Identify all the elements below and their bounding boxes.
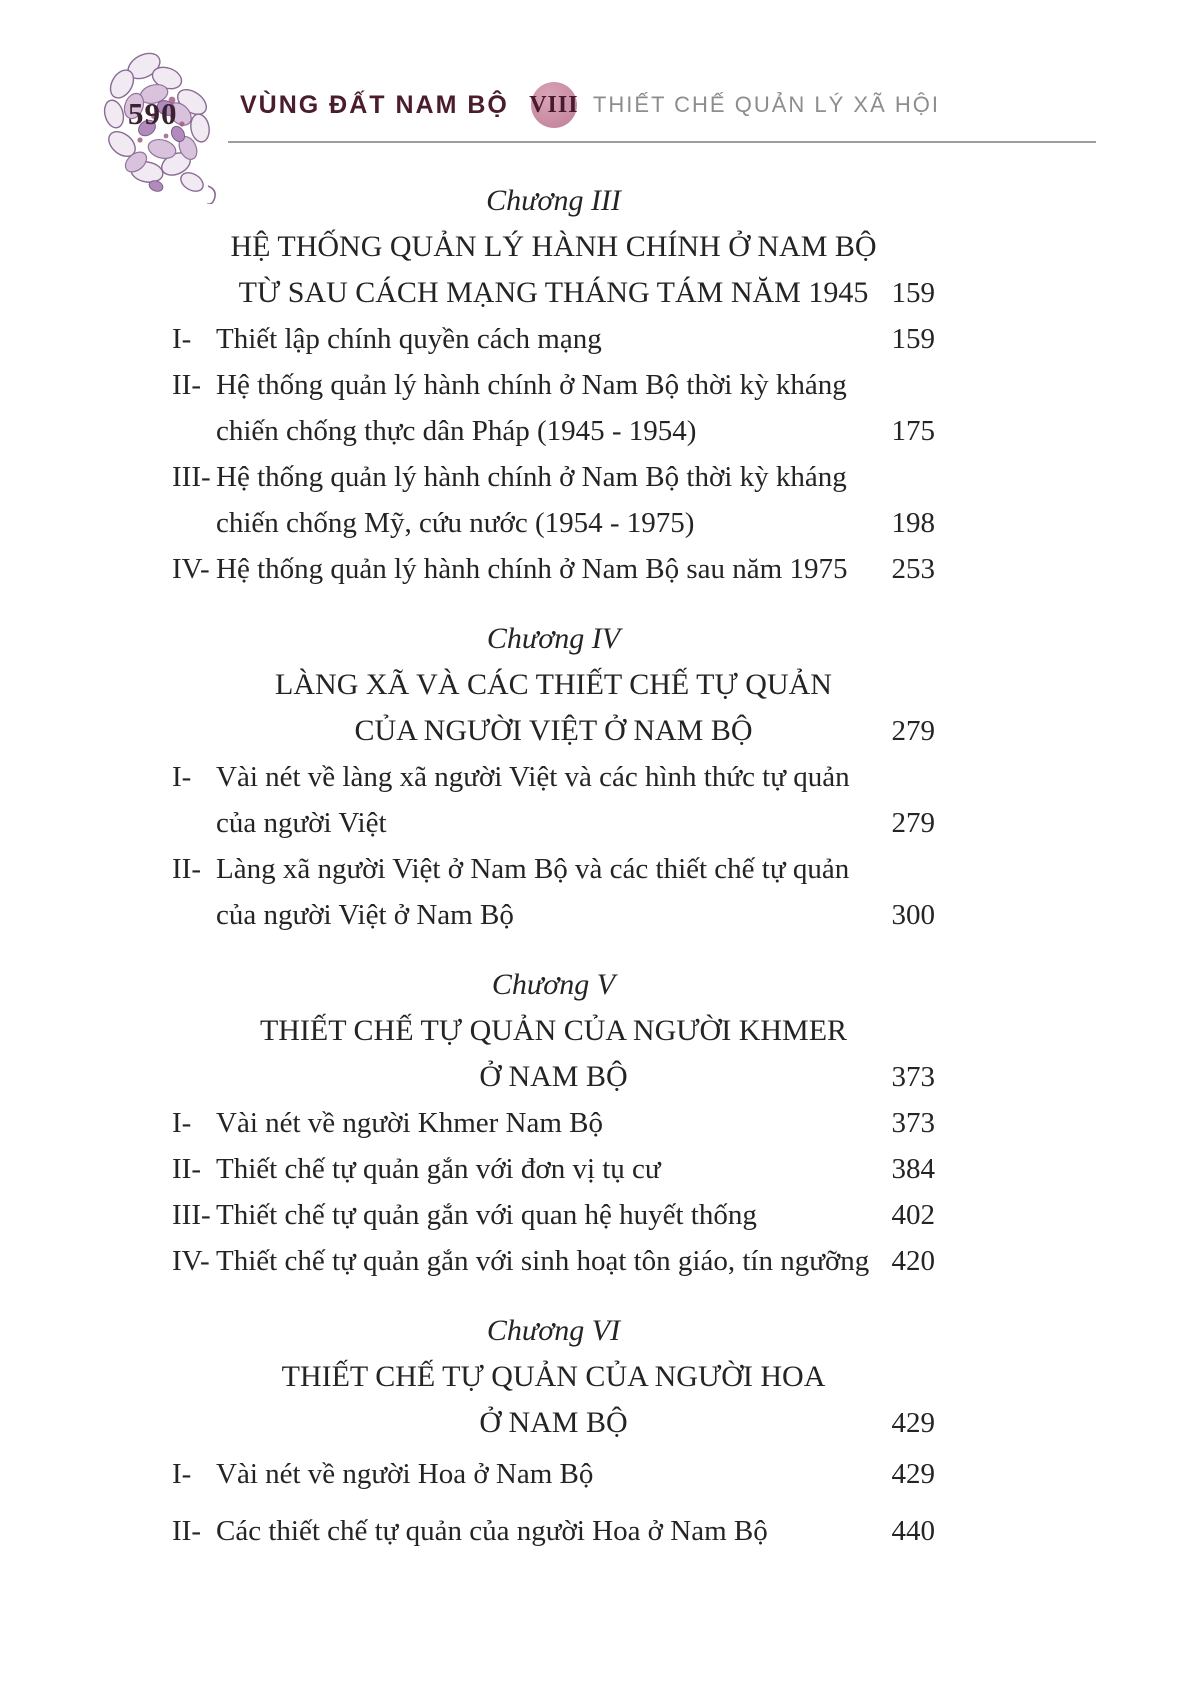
page-ref: 429 xyxy=(891,1458,935,1490)
chapter-title-text: THIẾT CHẾ TỰ QUẢN CỦA NGƯỜI KHMER xyxy=(259,1014,848,1047)
entry-text: chiến chống Mỹ, cứu nước (1954 - 1975) xyxy=(216,507,695,539)
entry-text: Thiết chế tự quản gắn với sinh hoạt tôn giáo, tín ngưỡng xyxy=(216,1245,869,1277)
entry-text: của người Việt ở Nam Bộ xyxy=(216,899,514,931)
page-ref: 420 xyxy=(891,1245,935,1277)
page-ref: 159 xyxy=(891,277,935,309)
chapter-title-row xyxy=(172,1054,935,1100)
page-ref: 373 xyxy=(891,1061,935,1093)
page-ref: 429 xyxy=(891,1407,935,1439)
entry-text: Vài nét về người Hoa ở Nam Bộ xyxy=(216,1458,594,1490)
volume-subtitle: THIẾT CHẾ QUẢN LÝ XÃ HỘI xyxy=(592,92,940,117)
page-ref: 279 xyxy=(891,715,935,747)
chapter-title-text: CỦA NGƯỜI VIỆT Ở NAM BỘ xyxy=(354,714,753,747)
entry-numeral: III- xyxy=(172,461,211,493)
toc-entry-line xyxy=(172,800,935,846)
volume-number: VIII xyxy=(529,91,579,118)
entry-text: Vài nét về làng xã người Việt và các hình thức tự quản xyxy=(216,761,850,793)
chapter-title-row xyxy=(172,1400,935,1446)
toc-entry-line xyxy=(172,1100,935,1146)
page-number: 590 xyxy=(128,96,178,131)
chapter-label: Chương III xyxy=(486,184,621,217)
page-ref: 175 xyxy=(891,415,935,447)
entry-text: Làng xã người Việt ở Nam Bộ và các thiết chế tự quản xyxy=(216,853,850,885)
entry-numeral xyxy=(172,892,216,938)
entry-text: Thiết chế tự quản gắn với quan hệ huyết thống xyxy=(216,1199,757,1231)
entry-text: Hệ thống quản lý hành chính ở Nam Bộ thời kỳ kháng xyxy=(216,369,847,401)
entry-numeral xyxy=(172,408,216,454)
toc-entry-line xyxy=(172,892,935,938)
entry-text: Vài nét về người Khmer Nam Bộ xyxy=(216,1107,604,1139)
entry-numeral: III- xyxy=(172,1199,211,1231)
entry-text: Các thiết chế tự quản của người Hoa ở Nam Bộ xyxy=(216,1515,768,1547)
page-ref: 159 xyxy=(891,323,935,355)
page-ref: 440 xyxy=(891,1515,935,1547)
page-ref: 253 xyxy=(891,553,935,585)
header-rule xyxy=(228,141,1096,143)
book-title: VÙNG ĐẤT NAM BỘ xyxy=(240,90,509,119)
toc-section xyxy=(172,962,935,1284)
toc-entry-line xyxy=(172,408,935,454)
toc-entry-line xyxy=(172,1238,935,1284)
toc-entry-line xyxy=(172,1446,935,1503)
chapter-title-row xyxy=(172,1354,935,1400)
toc-entry-line xyxy=(172,1192,935,1238)
running-head xyxy=(240,82,940,128)
toc-entry-line xyxy=(172,754,935,800)
entry-numeral: I- xyxy=(172,323,192,355)
chapter-title-row xyxy=(172,662,935,708)
chapter-title-row xyxy=(172,224,935,270)
entry-numeral: I- xyxy=(172,761,192,793)
toc-section xyxy=(172,178,935,592)
entry-numeral xyxy=(172,800,216,846)
page-ref: 384 xyxy=(891,1153,935,1185)
entry-text: Hệ thống quản lý hành chính ở Nam Bộ thời kỳ kháng xyxy=(216,461,847,493)
entry-numeral: IV- xyxy=(172,553,210,585)
toc-entry-line xyxy=(172,846,935,892)
chapter-title-row xyxy=(172,270,935,316)
toc-section xyxy=(172,1308,935,1560)
chapter-title-text: LÀNG XÃ VÀ CÁC THIẾT CHẾ TỰ QUẢN xyxy=(275,668,832,701)
entry-text: của người Việt xyxy=(216,807,387,839)
entry-text: Thiết lập chính quyền cách mạng xyxy=(216,323,602,355)
chapter-label: Chương IV xyxy=(486,622,621,655)
entry-text: Thiết chế tự quản gắn với đơn vị tụ cư xyxy=(216,1153,661,1185)
entry-numeral: II- xyxy=(172,1153,201,1185)
toc-entry-line xyxy=(172,362,935,408)
page-ref: 300 xyxy=(891,899,935,931)
entry-numeral: I- xyxy=(172,1107,192,1139)
entry-numeral: II- xyxy=(172,369,201,401)
entry-numeral: I- xyxy=(172,1458,192,1490)
entry-numeral: II- xyxy=(172,1515,201,1547)
entry-text: Hệ thống quản lý hành chính ở Nam Bộ sau năm 1975 xyxy=(216,553,848,585)
toc-entry-line xyxy=(172,316,935,362)
chapter-title-text: THIẾT CHẾ TỰ QUẢN CỦA NGƯỜI HOA xyxy=(281,1360,826,1393)
entry-numeral: IV- xyxy=(172,1245,210,1277)
toc-entry-line xyxy=(172,1146,935,1192)
page-ref: 279 xyxy=(891,807,935,839)
chapter-label: Chương VI xyxy=(486,1314,621,1347)
chapter-title-text: HỆ THỐNG QUẢN LÝ HÀNH CHÍNH Ở NAM BỘ xyxy=(230,230,877,263)
chapter-title-row xyxy=(172,1008,935,1054)
toc-section xyxy=(172,616,935,938)
page-ref: 198 xyxy=(891,507,935,539)
page-ref: 402 xyxy=(891,1199,935,1231)
entry-numeral: II- xyxy=(172,853,201,885)
chapter-label: Chương V xyxy=(491,968,616,1001)
toc-entry-line xyxy=(172,1503,935,1560)
entry-text: chiến chống thực dân Pháp (1945 - 1954) xyxy=(216,415,697,447)
chapter-title-text: Ở NAM BỘ xyxy=(479,1406,628,1439)
toc-entry-line xyxy=(172,454,935,500)
chapter-title-row xyxy=(172,708,935,754)
chapter-title-text: Ở NAM BỘ xyxy=(479,1060,628,1093)
page-ref: 373 xyxy=(891,1107,935,1139)
toc-entry-line xyxy=(172,546,935,592)
table-of-contents xyxy=(172,178,935,1560)
entry-numeral xyxy=(172,500,216,546)
chapter-title-text: TỪ SAU CÁCH MẠNG THÁNG TÁM NĂM 1945 xyxy=(238,276,869,309)
toc-entry-line xyxy=(172,500,935,546)
volume-badge xyxy=(531,82,577,128)
